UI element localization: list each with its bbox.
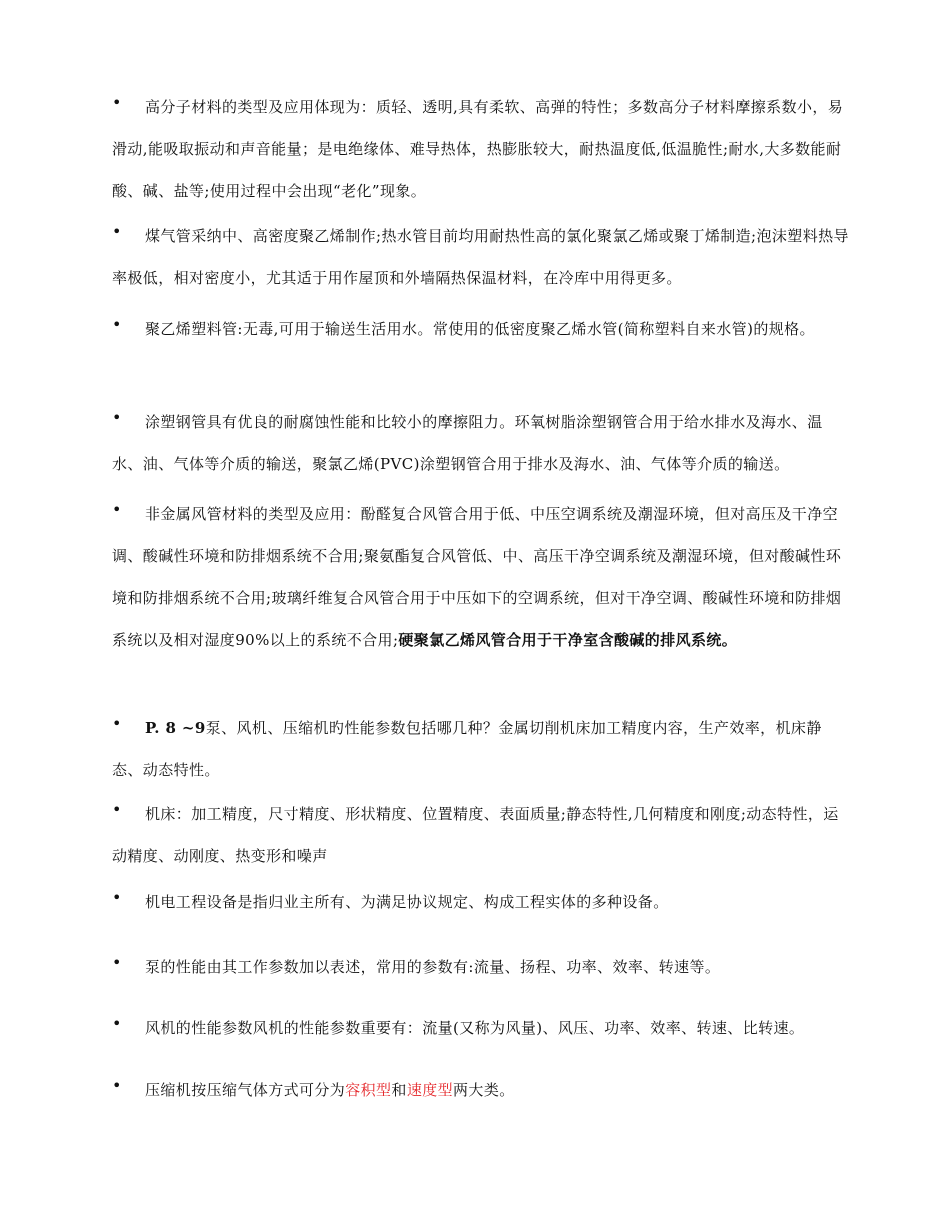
- item-text-normal: 非金属风管材料的类型及应用：酚醛复合风管合用于低、中压空调系统及潮湿环境，但对高压及干净空调、酸碱性环境和防排烟系统不合用;聚氨酯复合风管低、中、高压干净空调系统及潮湿环境，但对酸碱性环境和防排烟系统不合用;玻璃纤维复合风管合用于中压如下的空调系统，但对干净空调、酸碱性环境和防排烟系统以及相对湿度90%以上的系统不合用;: [112, 505, 842, 649]
- list-item: [112, 1069, 850, 1111]
- item-text: 涂塑钢管具有优良的耐腐蚀性能和比较小的摩擦阻力。环氧树脂涂塑钢管合用于给水排水及海水、温水、油、气体等介质的输送，聚氯乙烯(PVC)涂塑钢管合用于排水及海水、油、气体等介质的输送。: [112, 413, 823, 473]
- list-item: [112, 493, 850, 661]
- list-item: [112, 793, 850, 877]
- list-item: [112, 86, 850, 212]
- bullet-icon: •: [112, 408, 122, 427]
- item-text: 聚乙烯塑料管:无毒,可用于输送生活用水。常使用的低密度聚乙烯水管(简称塑料自来水管)的规格。: [145, 320, 815, 338]
- item-text: 泵的性能由其工作参数加以表述，常用的参数有:流量、扬程、功率、效率、转速等。: [145, 958, 721, 976]
- page-ref-lead: P. 8 ~9: [145, 719, 206, 737]
- bullet-icon: •: [112, 953, 122, 972]
- highlight-velocity: 速度型: [406, 1081, 454, 1099]
- list-item: [112, 215, 850, 299]
- item-text-normal: 和: [391, 1081, 407, 1099]
- item-text-normal: 两大类。: [453, 1081, 515, 1099]
- list-item: [112, 1007, 850, 1049]
- bullet-icon: •: [112, 888, 122, 907]
- item-text: 高分子材料的类型及应用体现为：质轻、透明,具有柔软、高弹的特性；多数高分子材料摩擦系数小，易滑动,能吸取振动和声音能量；是电绝缘体、难导热体，热膨胀较大，耐热温度低,低温脆性;耐水,大多数能耐酸、碱、盐等;使用过程中会出现“老化”现象。: [112, 98, 844, 200]
- bullet-icon: •: [112, 222, 122, 241]
- item-text: [112, 707, 850, 791]
- item-text: [112, 1069, 850, 1111]
- item-text-bold: 硬聚氯乙烯风管合用于干净室含酸碱的排风系统。: [398, 631, 738, 649]
- bullet-icon: •: [112, 714, 122, 733]
- item-text-normal: 压缩机按压缩气体方式可分为: [145, 1081, 346, 1099]
- item-text: [112, 493, 850, 661]
- list-item: [112, 707, 850, 791]
- list-item: [112, 946, 850, 988]
- item-text: 机电工程设备是指归业主所有、为满足协议规定、构成工程实体的多种设备。: [145, 893, 669, 911]
- highlight-volumetric: 容积型: [345, 1081, 392, 1099]
- item-text: 风机的性能参数风机的性能参数重要有：流量(又称为风量)、风压、功率、效率、转速、比转速。: [145, 1019, 805, 1037]
- item-text: 机床：加工精度，尺寸精度、形状精度、位置精度、表面质量;静态特性,几何精度和刚度;动态特性，运动精度、动刚度、热变形和噪声: [112, 805, 839, 865]
- bullet-icon: •: [112, 93, 122, 112]
- bullet-icon: •: [112, 1076, 122, 1095]
- bullet-icon: •: [112, 500, 122, 519]
- list-item: [112, 401, 850, 485]
- bullet-icon: •: [112, 800, 122, 819]
- list-item: [112, 308, 850, 350]
- bullet-icon: •: [112, 1014, 122, 1033]
- list-item: [112, 881, 850, 923]
- bullet-icon: •: [112, 315, 122, 334]
- item-text-normal: 泵、风机、压缩机旳性能参数包括哪几种？金属切削机床加工精度内容，生产效率，机床静态、动态特性。: [112, 719, 822, 779]
- item-text: 煤气管采纳中、高密度聚乙烯制作;热水管目前均用耐热性高的氯化聚氯乙烯或聚丁烯制造;泡沫塑料热导率极低，相对密度小，尤其适于用作屋顶和外墙隔热保温材料，在冷库中用得更多。: [112, 227, 849, 287]
